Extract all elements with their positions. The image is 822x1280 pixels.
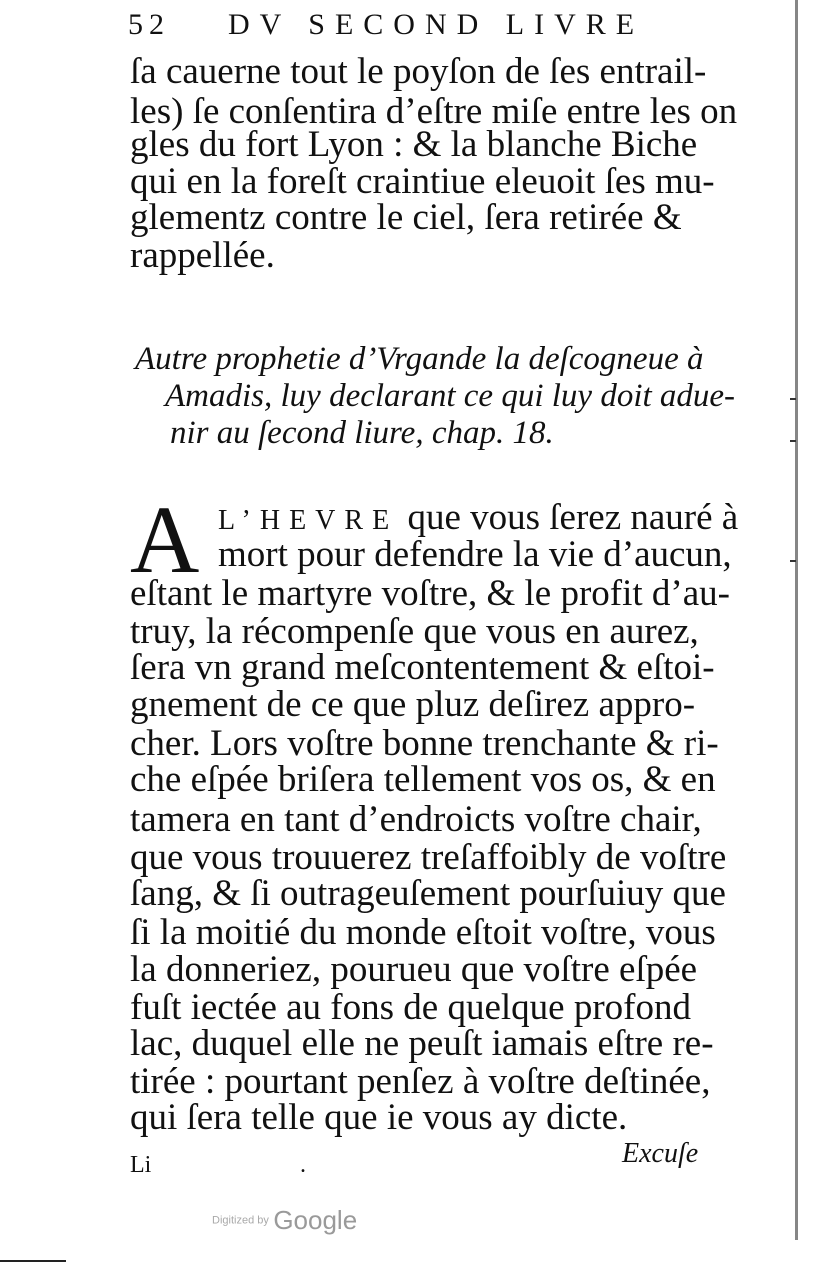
watermark-prefix: Digitized by: [212, 1214, 269, 1227]
text-line: eſtant le martyre voſtre, & le profit d’au-: [130, 573, 730, 614]
text-line: ſera vn grand meſcontentement & eſtoi-: [130, 647, 715, 688]
text-line: ſi la moitié du monde eſtoit voſtre, vous: [130, 912, 716, 953]
opening-caps: L’HEVRE: [218, 505, 399, 536]
text-line: glementz contre le ciel, ſera retirée &: [130, 197, 682, 238]
text-line: truy, la récompenſe que vous en aurez,: [130, 611, 699, 652]
text-line: che eſpée briſera tellement vos os, & en: [130, 759, 716, 800]
catchword: Excuſe: [622, 1138, 699, 1169]
edge-mark: [790, 440, 796, 442]
page-number: 52: [128, 8, 170, 41]
text-line: gnement de ce que pluz deſirez appro-: [130, 684, 696, 725]
text-line: les) ſe conſentira d’eſtre miſe entre les on: [130, 91, 738, 132]
text-line: qui en la foreſt craintiue eleuoit ſes mu-: [130, 161, 715, 202]
text-line: fuſt iectée au fons de quelque profond: [130, 987, 691, 1028]
text-line: tirée : pourtant penſez à voſtre deſtinée,: [130, 1061, 711, 1102]
text-line: la donneriez, pourueu que voſtre eſpée: [130, 949, 698, 990]
text-line: tamera en tant d’endroicts voſtre chair,: [130, 799, 702, 840]
text-line: lac, duquel elle ne peuſt iamais eſtre re-: [130, 1023, 714, 1064]
opening-rest: que vous ſerez nauré à: [407, 497, 739, 538]
running-header: [128, 8, 728, 48]
heading-line: Amadis, luy declarant ce qui luy doit adue-: [165, 378, 736, 414]
text-line: qui ſera telle que ie vous ay dicte.: [130, 1097, 628, 1138]
text-line: cher. Lors voſtre bonne trenchante & ri-: [130, 723, 719, 764]
text-line: que vous trouuerez treſaffoibly de voſtre: [130, 837, 727, 878]
digitized-watermark: [212, 1205, 357, 1236]
text-line: mort pour defendre la vie d’aucun,: [218, 534, 732, 575]
text-line: rappellée.: [130, 235, 275, 276]
print-speck: .: [300, 1152, 306, 1178]
running-title: DV SECOND LIVRE: [228, 8, 645, 41]
text-line: ſa cauerne tout le poyſon de ſes entrail-: [130, 51, 707, 92]
heading-line: nir au ſecond liure, chap. 18.: [170, 415, 554, 451]
heading-line: Autre prophetie d’Vrgande la deſcogneue à: [135, 341, 704, 377]
signature-mark: Li: [130, 1152, 152, 1178]
edge-mark: [790, 398, 796, 400]
edge-mark: [790, 560, 796, 562]
text-line: ſang, & ſi outrageuſement pourſuiuy que: [130, 873, 726, 914]
page-edge-shadow: [795, 0, 798, 1240]
google-logo: Google: [273, 1205, 358, 1235]
bottom-rule: [0, 1260, 66, 1262]
text-line: gles du fort Lyon : & la blanche Biche: [130, 124, 698, 165]
drop-cap: A: [130, 486, 200, 593]
